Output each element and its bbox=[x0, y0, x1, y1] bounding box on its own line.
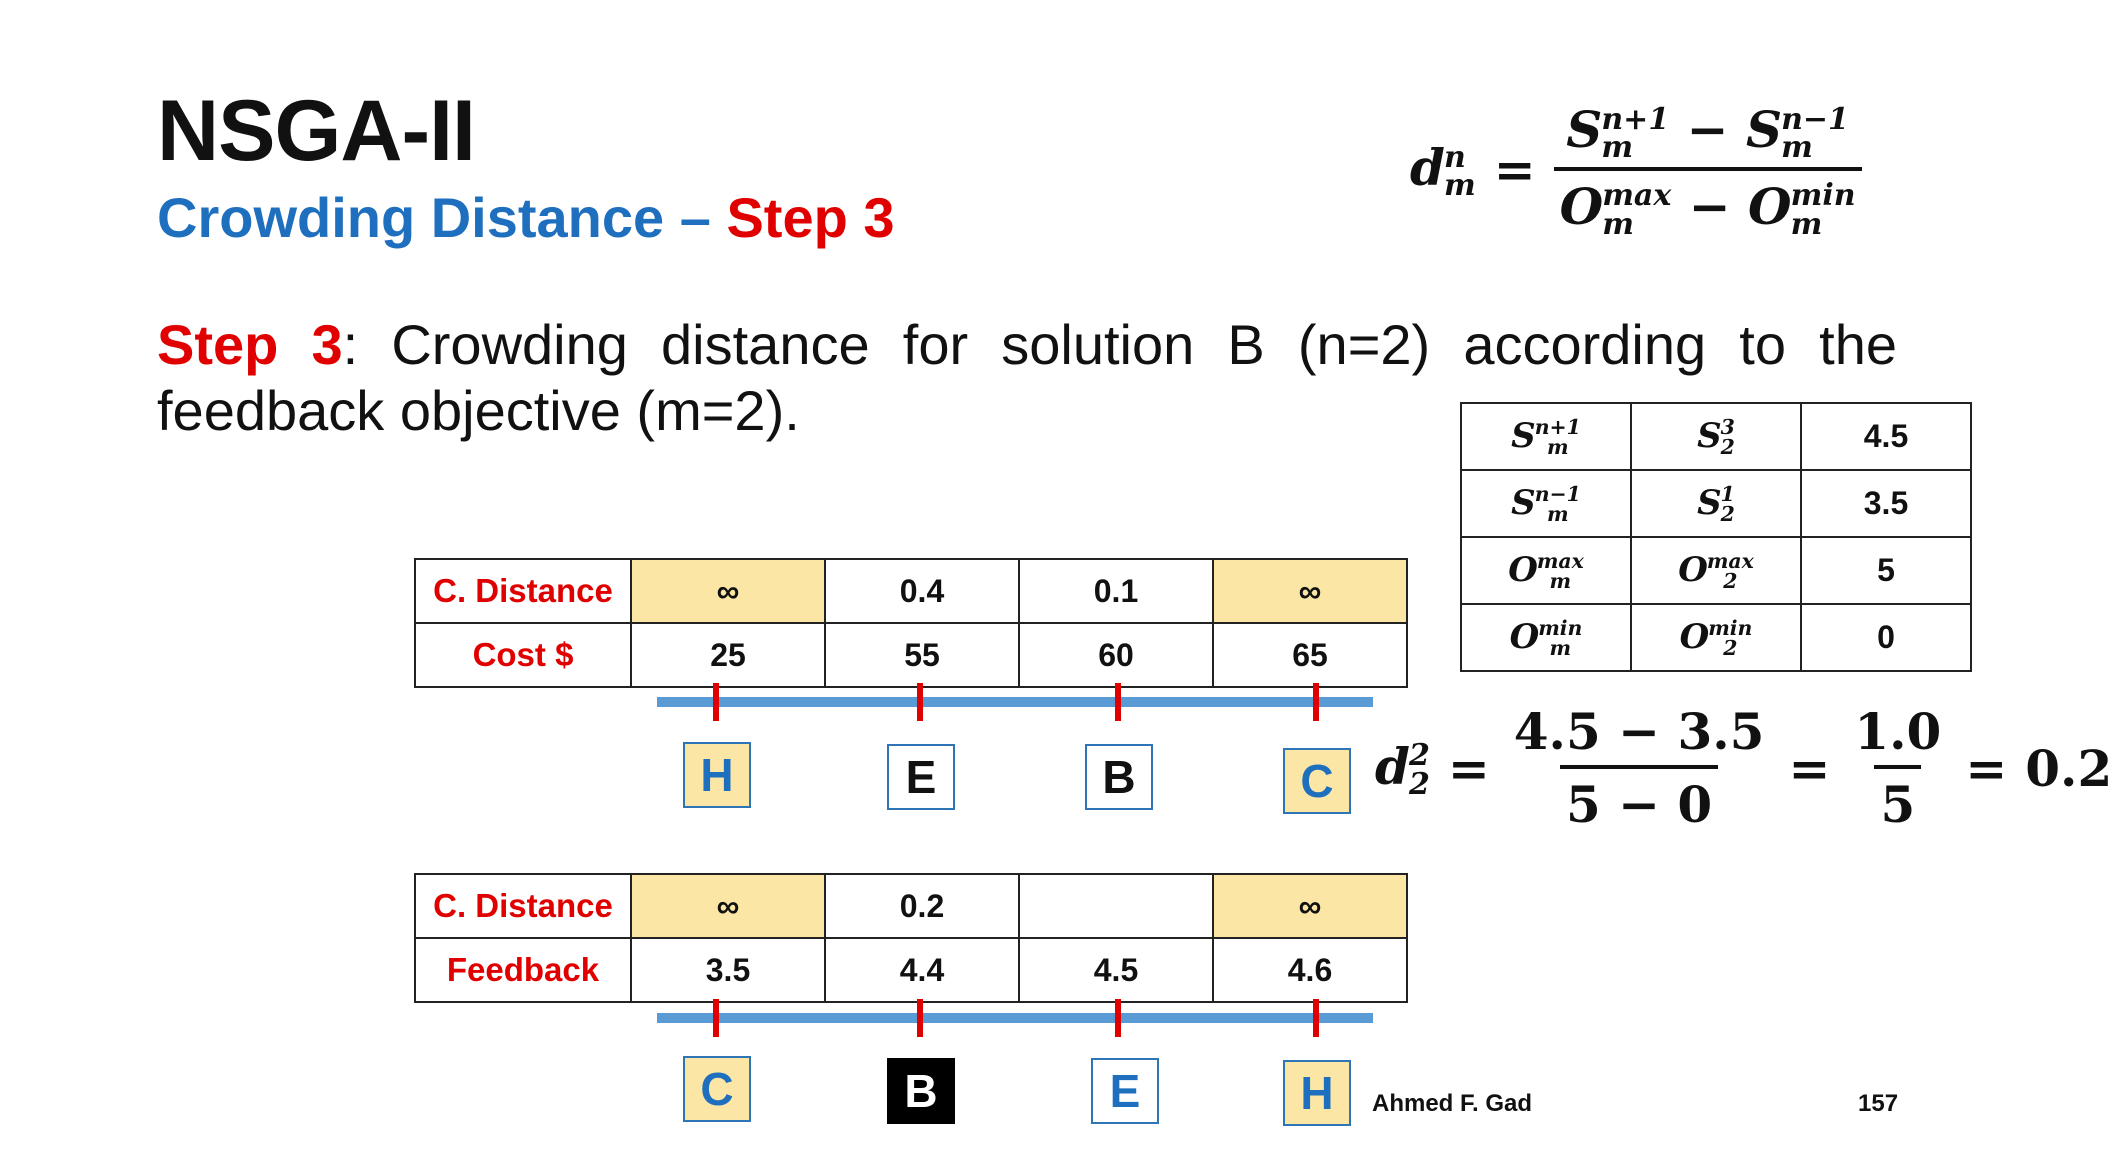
variable-value: 4.5 bbox=[1801, 403, 1971, 470]
formula-fraction bbox=[1554, 100, 1862, 242]
step-label: Step 3 bbox=[157, 313, 343, 376]
variable-instance: O max 2 bbox=[1631, 537, 1801, 604]
subtitle-part2: Step 3 bbox=[726, 186, 895, 249]
variable-instance: O min 2 bbox=[1631, 604, 1801, 671]
cost-table bbox=[414, 558, 1408, 688]
table-cell: 60 bbox=[1019, 623, 1213, 687]
feedback-table bbox=[414, 873, 1408, 1003]
d22-numerator-1: 4.5 − 3.5 bbox=[1513, 702, 1765, 761]
table-cell: ∞ bbox=[1213, 559, 1407, 623]
crowding-distance-formula bbox=[1410, 100, 1862, 242]
formula-denominator: O max m − O min m bbox=[1554, 167, 1862, 240]
table-cell: 4.4 bbox=[825, 938, 1019, 1002]
formula-numerator: S n+1 m − S n−1 m bbox=[1566, 100, 1849, 165]
axis-tick bbox=[1313, 999, 1319, 1037]
solution-point-h: H bbox=[1283, 1060, 1351, 1126]
table-cell: 3.5 bbox=[631, 938, 825, 1002]
d22-fraction-1 bbox=[1508, 702, 1771, 834]
row-label: C. Distance bbox=[415, 874, 631, 938]
table-cell: 4.6 bbox=[1213, 938, 1407, 1002]
d22-result: 0.2 bbox=[2025, 738, 2112, 798]
variable-row bbox=[1461, 403, 1971, 470]
author-name: Ahmed F. Gad bbox=[1372, 1090, 1533, 1117]
axis-tick bbox=[917, 999, 923, 1037]
d22-fraction-2 bbox=[1848, 702, 1947, 834]
table-row bbox=[415, 559, 1407, 623]
axis-tick bbox=[1115, 999, 1121, 1037]
subtitle-part1: Crowding Distance – bbox=[157, 186, 727, 249]
solution-point-e: E bbox=[887, 744, 955, 810]
table-cell: 0.4 bbox=[825, 559, 1019, 623]
variable-symbol: S n−1 m bbox=[1461, 470, 1631, 537]
table-row bbox=[415, 874, 1407, 938]
axis-tick bbox=[1115, 683, 1121, 721]
row-label: Feedback bbox=[415, 938, 631, 1002]
feedback-axis-line bbox=[657, 1013, 1373, 1023]
variable-row bbox=[1461, 470, 1971, 537]
table-cell: 65 bbox=[1213, 623, 1407, 687]
table-cell: 4.5 bbox=[1019, 938, 1213, 1002]
variable-value: 0 bbox=[1801, 604, 1971, 671]
d22-computation bbox=[1375, 702, 2112, 834]
row-label: Cost $ bbox=[415, 623, 631, 687]
variable-table bbox=[1460, 402, 1972, 672]
variable-instance: S 1 2 bbox=[1631, 470, 1801, 537]
variable-value: 3.5 bbox=[1801, 470, 1971, 537]
variable-instance: S 3 2 bbox=[1631, 403, 1801, 470]
table-cell: 55 bbox=[825, 623, 1019, 687]
formula-equals: = bbox=[1493, 140, 1536, 199]
table-row bbox=[415, 938, 1407, 1002]
d22-equals-2: = bbox=[1788, 738, 1831, 798]
table-cell: ∞ bbox=[631, 559, 825, 623]
variable-row bbox=[1461, 604, 1971, 671]
table-cell bbox=[1019, 874, 1213, 938]
table-cell: 0.1 bbox=[1019, 559, 1213, 623]
d22-equals-3: = bbox=[1965, 738, 2008, 798]
d22-lhs: d 2 2 bbox=[1375, 736, 1430, 802]
cost-axis-line bbox=[657, 697, 1373, 707]
table-cell: ∞ bbox=[1213, 874, 1407, 938]
axis-tick bbox=[917, 683, 923, 721]
table-cell: ∞ bbox=[631, 874, 825, 938]
table-row bbox=[415, 623, 1407, 687]
table-cell: 0.2 bbox=[825, 874, 1019, 938]
slide-subtitle bbox=[157, 186, 895, 249]
d22-denominator-2: 5 bbox=[1874, 765, 1921, 834]
solution-point-c: C bbox=[1283, 748, 1351, 814]
step-text: : Crowding distance for solution B (n=2) according to the feedback objective (m=2). bbox=[157, 313, 1897, 442]
slide-title: NSGA-II bbox=[157, 83, 475, 179]
row-label: C. Distance bbox=[415, 559, 631, 623]
solution-point-b: B bbox=[1085, 744, 1153, 810]
axis-tick bbox=[713, 999, 719, 1037]
variable-row bbox=[1461, 537, 1971, 604]
variable-symbol: S n+1 m bbox=[1461, 403, 1631, 470]
solution-point-h: H bbox=[683, 742, 751, 808]
axis-tick bbox=[713, 683, 719, 721]
formula-lhs: d n m bbox=[1410, 138, 1476, 204]
variable-symbol: O max m bbox=[1461, 537, 1631, 604]
table-cell: 25 bbox=[631, 623, 825, 687]
solution-point-e: E bbox=[1091, 1058, 1159, 1124]
d22-numerator-2: 1.0 bbox=[1854, 702, 1942, 761]
solution-point-b: B bbox=[887, 1058, 955, 1124]
page-number: 157 bbox=[1858, 1090, 1899, 1117]
solution-point-c: C bbox=[683, 1056, 751, 1122]
axis-tick bbox=[1313, 683, 1319, 721]
variable-value: 5 bbox=[1801, 537, 1971, 604]
d22-denominator-1: 5 − 0 bbox=[1560, 765, 1718, 834]
variable-symbol: O min m bbox=[1461, 604, 1631, 671]
d22-equals-1: = bbox=[1447, 738, 1490, 798]
